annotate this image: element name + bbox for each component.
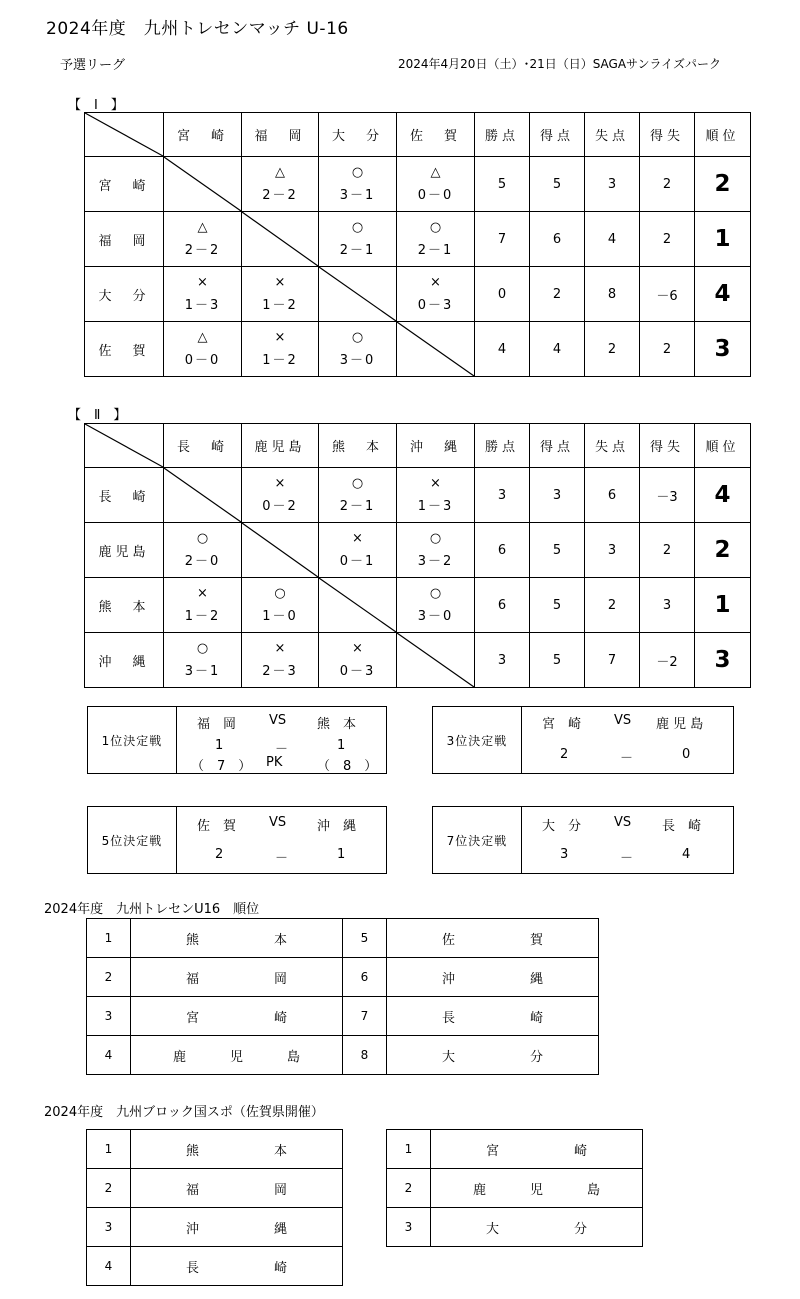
final-pk2: （ 8 ） <box>317 759 378 774</box>
kokuspo-title: 2024年度 九州ブロック国スポ（佐賀県開催） <box>44 1105 324 1120</box>
result-score: 1－2 <box>262 298 298 313</box>
final-team1: 宮 崎 <box>542 717 582 732</box>
column-stat-header: 勝点 <box>475 424 530 468</box>
self-match-diagonal <box>242 212 319 267</box>
rank-number: 4 <box>87 1247 131 1286</box>
final-ranking-table <box>86 918 599 1075</box>
stat-points: 6 <box>475 523 530 578</box>
final-score1: 1 <box>215 738 224 753</box>
result-score: 2－1 <box>417 243 454 258</box>
result-score: 3－0 <box>417 609 454 624</box>
match-result-cell <box>319 523 397 578</box>
result-score: 0－0 <box>417 188 454 203</box>
result-mark: △ <box>430 165 441 180</box>
result-score: 2－2 <box>184 243 221 258</box>
result-score: 1－3 <box>417 499 454 514</box>
result-score: 0－3 <box>417 298 454 313</box>
final-score2: 0 <box>682 747 691 762</box>
team-name-char: 島 <box>286 1049 300 1065</box>
match-result-cell <box>164 267 242 322</box>
self-match-diagonal <box>319 578 397 633</box>
column-team-header: 大 分 <box>319 113 397 157</box>
league-table-group-2 <box>84 423 751 688</box>
final-pk1: （ 7 ） <box>191 759 252 774</box>
team-name-char: 崎 <box>273 1260 287 1276</box>
team-name-char: 熊 <box>186 932 200 948</box>
stat-ga: 6 <box>585 468 640 523</box>
ranking-row <box>387 1208 643 1247</box>
row-team-name: 大 分 <box>85 267 164 322</box>
stat-ga: 3 <box>585 523 640 578</box>
final-team2: 長 崎 <box>662 819 702 834</box>
result-score: 3－2 <box>417 554 454 569</box>
result-mark: △ <box>275 165 285 180</box>
section-subtitle: 予選リーグ <box>60 58 126 73</box>
final-team2: 熊 本 <box>317 717 357 732</box>
final-match-5th <box>87 806 387 874</box>
team-name-char: 島 <box>586 1182 600 1198</box>
final-score2: 1 <box>337 847 346 862</box>
team-name-char: 岡 <box>273 971 287 987</box>
match-result-cell <box>319 212 397 267</box>
ranking-row <box>387 1169 643 1208</box>
result-score: 1－2 <box>262 353 298 368</box>
team-name-char: 長 <box>186 1260 200 1276</box>
result-mark: △ <box>197 330 208 345</box>
rank-number: 1 <box>87 1130 131 1169</box>
result-mark: × <box>274 275 286 290</box>
match-result-cell <box>164 322 242 377</box>
match-result-cell <box>397 468 475 523</box>
team-name <box>131 919 343 958</box>
result-mark: × <box>274 476 286 491</box>
rank-number: 2 <box>87 958 131 997</box>
final-label: 1位決定戦 <box>88 707 177 773</box>
rank-number: 1 <box>387 1130 431 1169</box>
table-row <box>85 212 751 267</box>
stat-gd: 3 <box>640 578 695 633</box>
page-title: 2024年度 九州トレセンマッチ U-16 <box>46 19 349 39</box>
final-dash: － <box>275 851 289 866</box>
match-result-cell <box>164 633 242 688</box>
final-match-7th <box>432 806 734 874</box>
final-label: 3位決定戦 <box>433 707 522 773</box>
match-result-cell <box>319 468 397 523</box>
final-match-3rd <box>432 706 734 774</box>
stat-ga: 3 <box>585 157 640 212</box>
rank-number: 4 <box>87 1036 131 1075</box>
stat-points: 5 <box>475 157 530 212</box>
stat-ga: 2 <box>585 578 640 633</box>
row-team-name: 福 岡 <box>85 212 164 267</box>
result-mark: × <box>274 641 286 656</box>
stat-points: 4 <box>475 322 530 377</box>
team-name-char: 長 <box>442 1010 456 1026</box>
rank-number: 3 <box>387 1208 431 1247</box>
match-result-cell <box>397 523 475 578</box>
table-row <box>85 468 751 523</box>
result-mark: ○ <box>274 586 286 601</box>
result-score: 3－1 <box>184 664 221 679</box>
kokuspo-table-left <box>86 1129 343 1286</box>
stat-gd: 2 <box>640 157 695 212</box>
team-name-char: 沖 <box>186 1221 200 1237</box>
row-team-name: 佐 賀 <box>85 322 164 377</box>
match-result-cell <box>242 633 319 688</box>
team-name-char: 岡 <box>273 1182 287 1198</box>
result-score: 0－1 <box>339 554 376 569</box>
final-team1: 大 分 <box>542 819 582 834</box>
column-team-header: 福 岡 <box>242 113 319 157</box>
stat-points: 6 <box>475 578 530 633</box>
stat-gf: 3 <box>530 468 585 523</box>
stat-gd: 2 <box>640 523 695 578</box>
final-ranking-title: 2024年度 九州トレセンU16 順位 <box>44 902 260 917</box>
match-result-cell <box>164 578 242 633</box>
team-name-char: 崎 <box>273 1010 287 1026</box>
final-team2: 沖 縄 <box>317 819 357 834</box>
team-name-char: 佐 <box>442 932 456 948</box>
team-name-char: 児 <box>229 1049 243 1065</box>
row-team-name: 熊 本 <box>85 578 164 633</box>
team-name-char: 鹿 <box>473 1182 487 1198</box>
rank-number: 3 <box>87 1208 131 1247</box>
result-mark: × <box>352 641 363 656</box>
row-team-name: 沖 縄 <box>85 633 164 688</box>
result-mark: ○ <box>196 641 209 656</box>
team-name-char: 縄 <box>529 971 543 987</box>
ranking-row <box>87 958 599 997</box>
league-table-group-1 <box>84 112 751 377</box>
match-result-cell <box>242 267 319 322</box>
team-name-char: 沖 <box>442 971 456 987</box>
team-name-char: 賀 <box>529 932 543 948</box>
team-name-char: 福 <box>186 1182 200 1198</box>
stat-rank: 1 <box>695 578 751 633</box>
result-mark: ○ <box>351 330 364 345</box>
column-stat-header: 勝点 <box>475 113 530 157</box>
team-name-char: 宮 <box>186 1010 200 1026</box>
result-score: 1－0 <box>262 609 298 624</box>
team-name <box>387 1036 599 1075</box>
column-team-header: 宮 崎 <box>164 113 242 157</box>
stat-rank: 3 <box>695 633 751 688</box>
result-score: 2－2 <box>262 188 298 203</box>
stat-gf: 5 <box>530 578 585 633</box>
final-team1: 福 岡 <box>197 717 237 732</box>
rank-number: 7 <box>343 997 387 1036</box>
final-vs: VS <box>614 815 632 830</box>
result-mark: ○ <box>196 531 209 546</box>
column-stat-header: 順位 <box>695 113 751 157</box>
group-label: 【 Ⅱ 】 <box>68 408 127 423</box>
team-name-char: 福 <box>186 971 200 987</box>
stat-gd: －2 <box>640 633 695 688</box>
column-stat-header: 得失 <box>640 113 695 157</box>
self-match-diagonal <box>397 322 475 377</box>
stat-rank: 4 <box>695 267 751 322</box>
stat-rank: 2 <box>695 157 751 212</box>
final-label: 5位決定戦 <box>88 807 177 873</box>
result-mark: × <box>197 586 208 601</box>
result-mark: ○ <box>429 220 442 235</box>
column-stat-header: 得点 <box>530 113 585 157</box>
team-name-char: 熊 <box>186 1143 200 1159</box>
table-row <box>85 633 751 688</box>
match-result-cell <box>397 212 475 267</box>
table-row <box>85 322 751 377</box>
self-match-diagonal <box>164 157 242 212</box>
result-score: 2－0 <box>184 554 221 569</box>
final-pk-label: PK <box>266 755 283 770</box>
stat-points: 7 <box>475 212 530 267</box>
match-result-cell <box>319 633 397 688</box>
rank-number: 2 <box>87 1169 131 1208</box>
team-name <box>131 1169 343 1208</box>
match-result-cell <box>397 267 475 322</box>
column-team-header: 長 崎 <box>164 424 242 468</box>
stat-points: 0 <box>475 267 530 322</box>
stat-ga: 4 <box>585 212 640 267</box>
rank-number: 3 <box>87 997 131 1036</box>
table-corner-diagonal <box>85 113 164 157</box>
team-name <box>431 1130 643 1169</box>
table-row <box>85 523 751 578</box>
result-mark: × <box>352 531 363 546</box>
team-name <box>387 919 599 958</box>
self-match-diagonal <box>242 523 319 578</box>
result-score: 3－1 <box>339 188 376 203</box>
result-mark: × <box>430 275 441 290</box>
result-mark: ○ <box>429 531 442 546</box>
team-name <box>131 997 343 1036</box>
team-name-char: 宮 <box>486 1143 500 1159</box>
final-vs: VS <box>269 713 287 728</box>
stat-points: 3 <box>475 633 530 688</box>
column-stat-header: 順位 <box>695 424 751 468</box>
final-score1: 2 <box>215 847 224 862</box>
ranking-row <box>87 1036 599 1075</box>
result-score: 0－0 <box>184 353 221 368</box>
rank-number: 8 <box>343 1036 387 1075</box>
stat-gf: 5 <box>530 523 585 578</box>
result-mark: ○ <box>351 220 364 235</box>
table-corner-diagonal <box>85 424 164 468</box>
stat-gd: －6 <box>640 267 695 322</box>
result-score: 2－1 <box>339 243 376 258</box>
stat-gf: 6 <box>530 212 585 267</box>
self-match-diagonal <box>164 468 242 523</box>
column-stat-header: 失点 <box>585 113 640 157</box>
kokuspo-table-right <box>386 1129 643 1247</box>
team-name-char: 崎 <box>573 1143 587 1159</box>
stat-gf: 5 <box>530 633 585 688</box>
result-mark: × <box>274 330 286 345</box>
rank-number: 5 <box>343 919 387 958</box>
final-label: 7位決定戦 <box>433 807 522 873</box>
team-name-char: 分 <box>573 1221 587 1237</box>
final-score1: 2 <box>560 747 569 762</box>
self-match-diagonal <box>319 267 397 322</box>
final-dash: － <box>620 751 634 766</box>
final-match-1st <box>87 706 387 774</box>
stat-gd: 2 <box>640 212 695 267</box>
result-score: 2－3 <box>262 664 298 679</box>
ranking-row <box>87 1247 343 1286</box>
result-mark: △ <box>197 220 208 235</box>
result-mark: ○ <box>429 586 442 601</box>
match-result-cell <box>397 157 475 212</box>
team-name-char: 大 <box>442 1049 456 1065</box>
final-score2: 4 <box>682 847 691 862</box>
stat-ga: 7 <box>585 633 640 688</box>
column-team-header: 佐 賀 <box>397 113 475 157</box>
ranking-row <box>87 1208 343 1247</box>
row-team-name: 長 崎 <box>85 468 164 523</box>
rank-number: 6 <box>343 958 387 997</box>
result-score: 0－3 <box>339 664 376 679</box>
match-result-cell <box>242 322 319 377</box>
final-dash: － <box>275 742 289 757</box>
match-result-cell <box>164 523 242 578</box>
team-name <box>131 1036 343 1075</box>
stat-ga: 8 <box>585 267 640 322</box>
team-name-char: 児 <box>529 1182 543 1198</box>
result-score: 3－0 <box>339 353 376 368</box>
ranking-row <box>87 997 599 1036</box>
final-dash: － <box>620 851 634 866</box>
row-team-name: 鹿児島 <box>85 523 164 578</box>
stat-gd: －3 <box>640 468 695 523</box>
result-mark: ○ <box>351 476 364 491</box>
result-score: 2－1 <box>339 499 376 514</box>
final-score2: 1 <box>337 738 346 753</box>
result-mark: ○ <box>351 165 364 180</box>
team-name-char: 本 <box>273 1143 287 1159</box>
column-stat-header: 得失 <box>640 424 695 468</box>
team-name <box>131 1247 343 1286</box>
stat-rank: 3 <box>695 322 751 377</box>
rank-number: 2 <box>387 1169 431 1208</box>
stat-gf: 4 <box>530 322 585 377</box>
match-result-cell <box>242 578 319 633</box>
column-stat-header: 得点 <box>530 424 585 468</box>
team-name-char: 大 <box>486 1221 500 1237</box>
table-row <box>85 267 751 322</box>
match-result-cell <box>397 578 475 633</box>
match-result-cell <box>242 157 319 212</box>
stat-rank: 1 <box>695 212 751 267</box>
match-result-cell <box>164 212 242 267</box>
final-team1: 佐 賀 <box>197 819 237 834</box>
team-name <box>131 1208 343 1247</box>
team-name <box>431 1208 643 1247</box>
team-name <box>131 958 343 997</box>
table-row <box>85 578 751 633</box>
result-score: 0－2 <box>262 499 298 514</box>
stat-gf: 2 <box>530 267 585 322</box>
team-name-char: 分 <box>529 1049 543 1065</box>
rank-number: 1 <box>87 919 131 958</box>
ranking-row <box>87 1130 343 1169</box>
team-name-char: 本 <box>273 932 287 948</box>
team-name-char: 縄 <box>273 1221 287 1237</box>
table-row <box>85 157 751 212</box>
team-name <box>131 1130 343 1169</box>
stat-gd: 2 <box>640 322 695 377</box>
column-team-header: 沖 縄 <box>397 424 475 468</box>
team-name <box>431 1169 643 1208</box>
self-match-diagonal <box>397 633 475 688</box>
column-stat-header: 失点 <box>585 424 640 468</box>
stat-rank: 4 <box>695 468 751 523</box>
ranking-row <box>387 1130 643 1169</box>
stat-points: 3 <box>475 468 530 523</box>
result-mark: × <box>197 275 208 290</box>
result-score: 1－3 <box>184 298 221 313</box>
result-score: 1－2 <box>184 609 221 624</box>
group-label: 【 Ⅰ 】 <box>68 98 124 113</box>
stat-gf: 5 <box>530 157 585 212</box>
team-name <box>387 958 599 997</box>
match-result-cell <box>319 157 397 212</box>
row-team-name: 宮 崎 <box>85 157 164 212</box>
result-mark: × <box>430 476 441 491</box>
match-result-cell <box>242 468 319 523</box>
event-date-venue: 2024年4月20日（土）･21日（日）SAGAサンライズパーク <box>398 57 721 71</box>
team-name-char: 崎 <box>529 1010 543 1026</box>
final-score1: 3 <box>560 847 569 862</box>
column-team-header: 鹿児島 <box>242 424 319 468</box>
final-vs: VS <box>269 815 287 830</box>
match-result-cell <box>319 322 397 377</box>
ranking-row <box>87 919 599 958</box>
team-name-char: 鹿 <box>173 1049 187 1065</box>
ranking-row <box>87 1169 343 1208</box>
stat-ga: 2 <box>585 322 640 377</box>
stat-rank: 2 <box>695 523 751 578</box>
final-vs: VS <box>614 713 632 728</box>
team-name <box>387 997 599 1036</box>
final-team2: 鹿 児 島 <box>656 717 704 732</box>
column-team-header: 熊 本 <box>319 424 397 468</box>
